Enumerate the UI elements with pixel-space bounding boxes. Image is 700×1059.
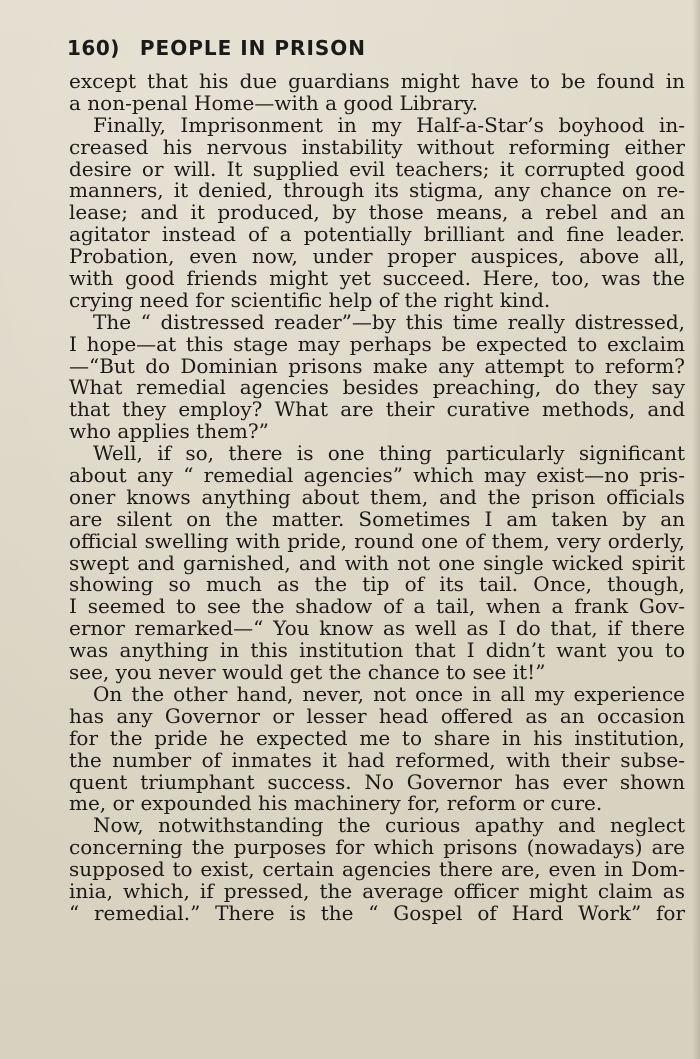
text-line: swept and garnished, and with not one single wicked spirit: [69, 550, 685, 575]
text-line: What remedial agencies besides preaching, do they say: [69, 375, 685, 400]
text-line: quent triumphant success. No Governor has ever shown: [69, 769, 685, 794]
text-line: that they employ? What are their curative methods, and: [69, 397, 685, 422]
text-line: On the other hand, never, not once in all my experience: [93, 681, 685, 706]
text-line: desire or will. It supplied evil teachers; it corrupted good: [69, 156, 685, 181]
text-line: crying need for scientific help of the right kind.: [69, 287, 551, 312]
text-line: with good friends might yet succeed. Here, too, was the: [69, 266, 685, 291]
text-line: Now, notwithstanding the curious apathy and neglect: [93, 813, 685, 838]
text-line: see, you never would get the chance to see it!”: [69, 660, 546, 685]
text-line: who applies them?”: [69, 419, 269, 444]
text-line: The “ distressed reader”—by this time really distressed,: [93, 309, 685, 334]
text-line: except that his due guardians might have to be found in: [69, 69, 685, 93]
text-line: showing so much as the tip of its tail. Once, though,: [69, 572, 685, 597]
text-line: Well, if so, there is one thing particularly significant: [93, 441, 685, 466]
text-line: —“But do Dominian prisons make any attempt to reform?: [69, 353, 685, 378]
running-head: PEOPLE IN PRISON: [139, 36, 367, 60]
text-line: Finally, Imprisonment in my Half-a-Star’s boyhood in-: [93, 112, 685, 137]
text-line: I hope—at this stage may perhaps be expected to exclaim: [69, 331, 685, 356]
text-line: has any Governor or lesser head offered as an occasion: [69, 703, 685, 728]
text-line: was anything in this institution that I didn’t want you to: [69, 638, 685, 663]
text-line: for the pride he expected me to share in his institution,: [69, 725, 685, 750]
text-line: I seemed to see the shadow of a tail, when a frank Gov-: [69, 594, 685, 619]
page-number: 160): [67, 36, 120, 60]
text-line: lease; and it produced, by those means, a rebel and an: [69, 200, 685, 225]
text-line: manners, it denied, through its stigma, any chance on re-: [69, 178, 685, 203]
text-line: Probation, even now, under proper auspices, above all,: [69, 244, 685, 269]
text-line: ernor remarked—“ You know as well as I do that, if there: [69, 616, 685, 641]
text-line: “ remedial.” There is the “ Gospel of Hard Work” for: [69, 900, 685, 925]
text-line: concerning the purposes for which prisons (nowadays) are: [69, 835, 685, 860]
page-header: [67, 36, 366, 64]
text-line: oner knows anything about them, and the prison officials: [69, 484, 685, 509]
page-edge-shadow: [692, 0, 700, 1059]
text-line: about any “ remedial agencies” which may exist—no pris-: [69, 463, 685, 488]
text-line: are silent on the matter. Sometimes I am taken by an: [69, 506, 685, 531]
body-text: [69, 71, 685, 925]
text-line: inia, which, if pressed, the average officer might claim as: [69, 878, 685, 903]
text-line: official swelling with pride, round one of them, very orderly,: [69, 528, 685, 553]
text-line: creased his nervous instability without reforming either: [69, 134, 685, 159]
text-line: the number of inmates it had reformed, with their subse-: [69, 747, 685, 772]
text-line: agitator instead of a potentially brilliant and fine leader.: [69, 222, 685, 247]
text-line: me, or expounded his machinery for, reform or cure.: [69, 791, 603, 816]
text-line: a non-penal Home—with a good Library.: [69, 90, 478, 115]
text-line: supposed to exist, certain agencies there are, even in Dom-: [69, 857, 685, 882]
